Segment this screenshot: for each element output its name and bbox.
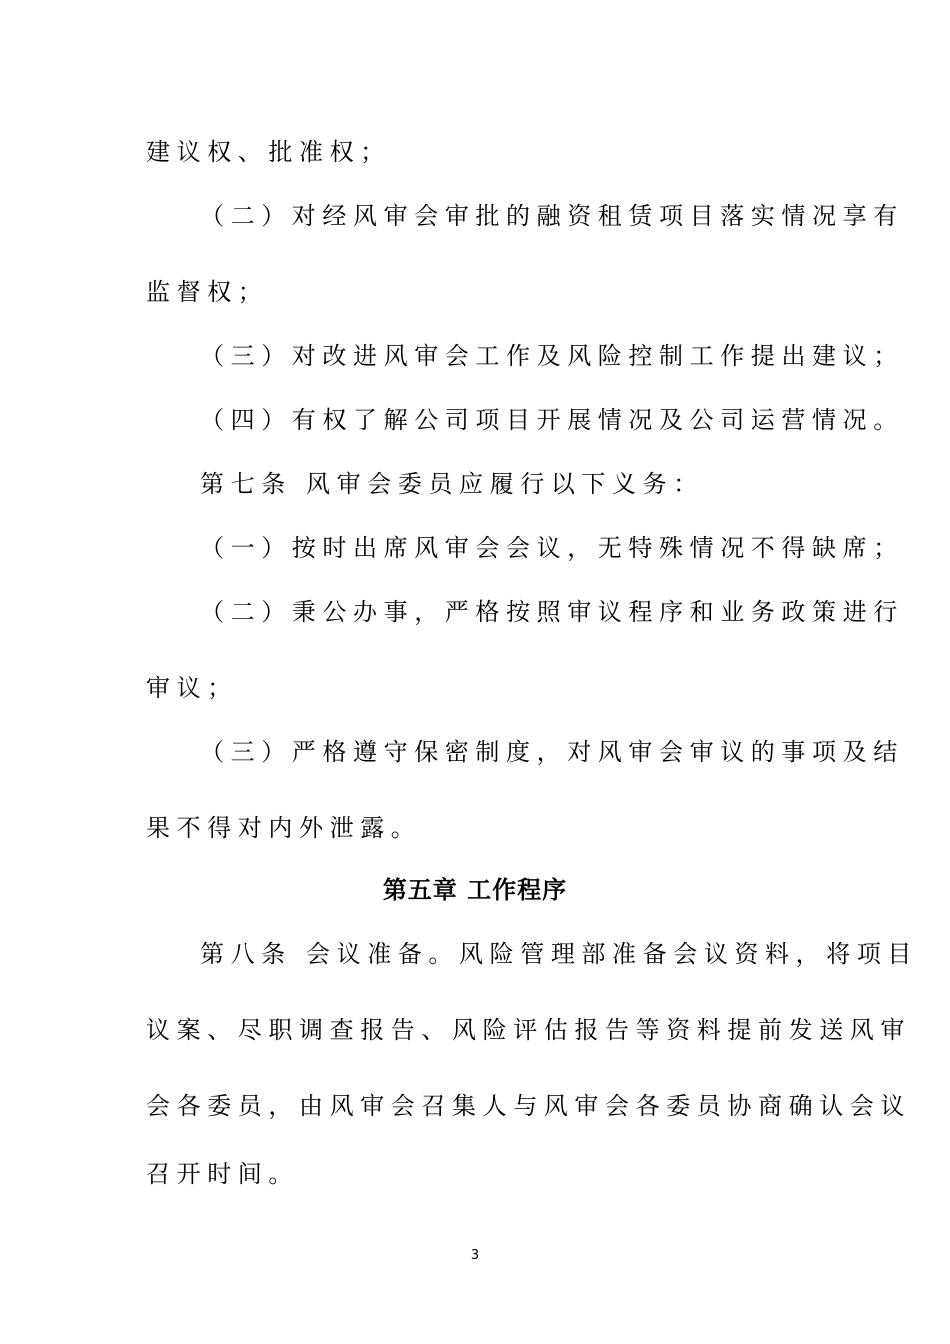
- text-line: （四）有权了解公司项目开展情况及公司运营情况。: [200, 406, 904, 434]
- text-line: （一）按时出席风审会会议，无特殊情况不得缺席；: [200, 534, 904, 562]
- text-line: （三）严格遵守保密制度，对风审会审议的事项及结: [200, 738, 904, 766]
- text-line: 召开时间。: [146, 1160, 299, 1188]
- text-line: （二）秉公办事，严格按照审议程序和业务政策进行: [200, 598, 904, 626]
- chapter-heading: 第五章 工作程序: [382, 876, 568, 904]
- text-line: 监督权；: [146, 278, 269, 306]
- page-number: 3: [470, 1248, 480, 1263]
- text-line: 建议权、批准权；: [146, 138, 391, 166]
- text-line: 审议；: [146, 674, 238, 702]
- text-line: 果不得对内外泄露。: [146, 814, 422, 842]
- text-line: 会各委员，由风审会召集人与风审会各委员协商确认会议: [146, 1092, 911, 1120]
- text-line: 议案、尽职调查报告、风险评估报告等资料提前发送风审: [146, 1016, 911, 1044]
- text-line: （二）对经风审会审批的融资租赁项目落实情况享有: [200, 202, 904, 230]
- article-7-line: 第七条 风审会委员应履行以下义务：: [200, 470, 704, 498]
- article-8-line: 第八条 会议准备。风险管理部准备会议资料，将项目: [200, 940, 919, 968]
- text-line: （三）对改进风审会工作及风险控制工作提出建议；: [200, 342, 904, 370]
